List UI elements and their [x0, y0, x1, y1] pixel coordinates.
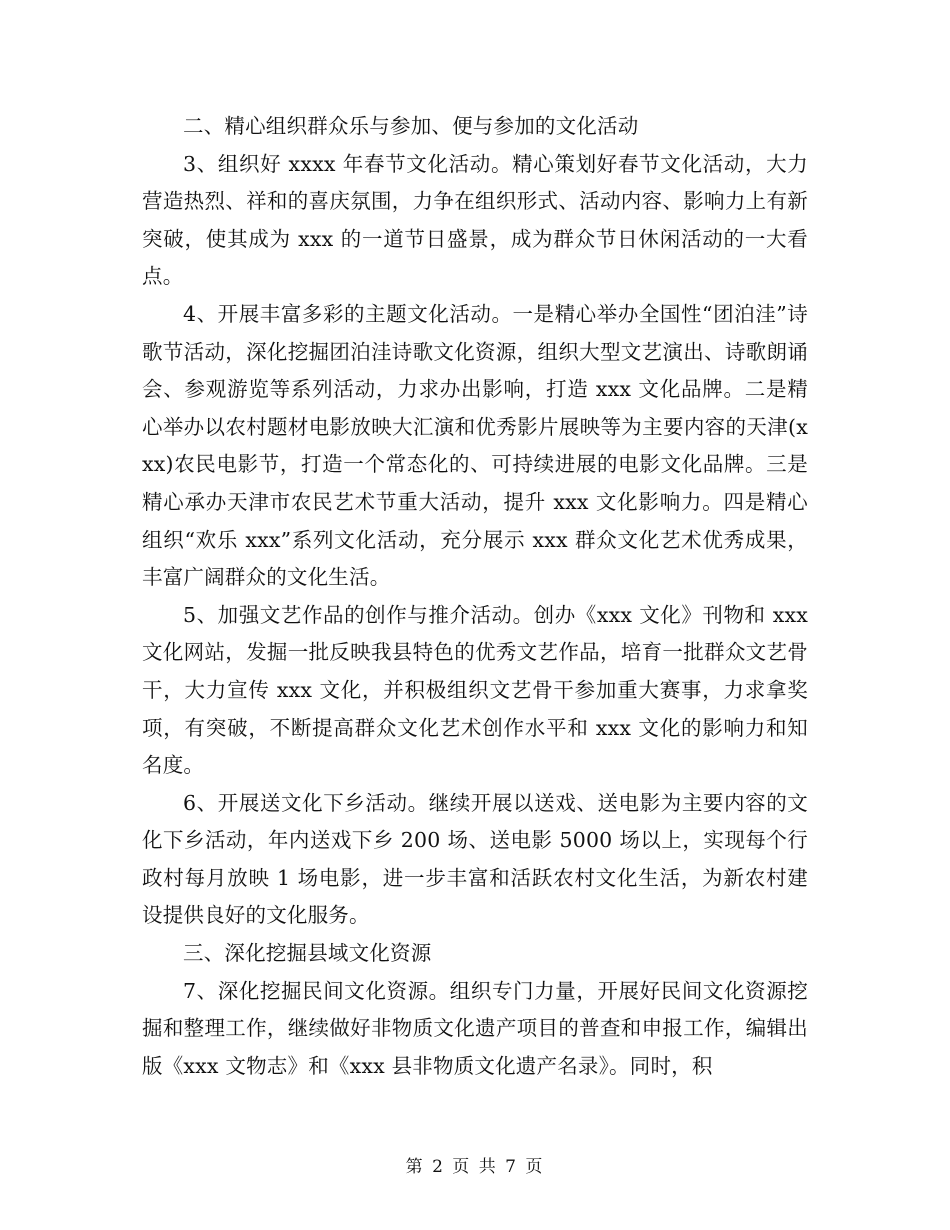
document-body	[142, 108, 808, 1085]
paragraph-item-6: 6、开展送文化下乡活动。继续开展以送戏、送电影为主要内容的文化下乡活动，年内送戏下乡 200 场、送电影 5000 场以上，实现每个行政村每月放映 1 场电影，进一步丰富和活跃农村文化生活，为新农村建设提供良好的文化服务。	[142, 790, 808, 928]
paragraph-item-5: 5、加强文艺作品的创作与推介活动。创办《xxx 文化》刊物和 xxx 文化网站，发掘一批反映我县特色的优秀文艺作品，培育一批群众文艺骨干，大力宣传 xxx 文化，并积极组织文艺骨干参加重大赛事，力求拿奖项，有突破，不断提高群众文化艺术创作水平和 xxx 文化的影响力和知名度。	[142, 602, 808, 778]
section-heading-3: 三、深化挖掘县域文化资源	[183, 941, 432, 966]
paragraph-item-3: 3、组织好 xxxx 年春节文化活动。精心策划好春节文化活动，大力营造热烈、祥和的喜庆氛围，力争在组织形式、活动内容、影响力上有新突破，使其成为 xxx 的一道节日盛景，成为群众节日休闲活动的一大看点。	[142, 151, 808, 289]
section-heading-2: 二、精心组织群众乐与参加、便与参加的文化活动	[183, 114, 639, 138]
page-number-footer: 第 2 页 共 7 页	[405, 1157, 545, 1177]
paragraph-item-7: 7、深化挖掘民间文化资源。组织专门力量，开展好民间文化资源挖掘和整理工作，继续做好非物质文化遗产项目的普查和申报工作，编辑出版《xxx 文物志》和《xxx 县非物质文化遗产名录》。同时，积	[142, 978, 808, 1078]
paragraph-item-4: 4、开展丰富多彩的主题文化活动。一是精心举办全国性“团泊洼”诗歌节活动，深化挖掘团泊洼诗歌文化资源，组织大型文艺演出、诗歌朗诵会、参观游览等系列活动，力求办出影响，打造 xxx 文化品牌。二是精心举办以农村题材电影放映大汇演和优秀影片展映等为主要内容的天津(xxx)农民电影节，打造一个常态化的、可持续进展的电影文化品牌。三是精心承办天津市农民艺术节重大活动，提升 xxx 文化影响力。四是精心组织“欢乐 xxx”系列文化活动，充分展示 xxx 群众文化艺术优秀成果，丰富广阔群众的文化生活。	[142, 301, 808, 590]
